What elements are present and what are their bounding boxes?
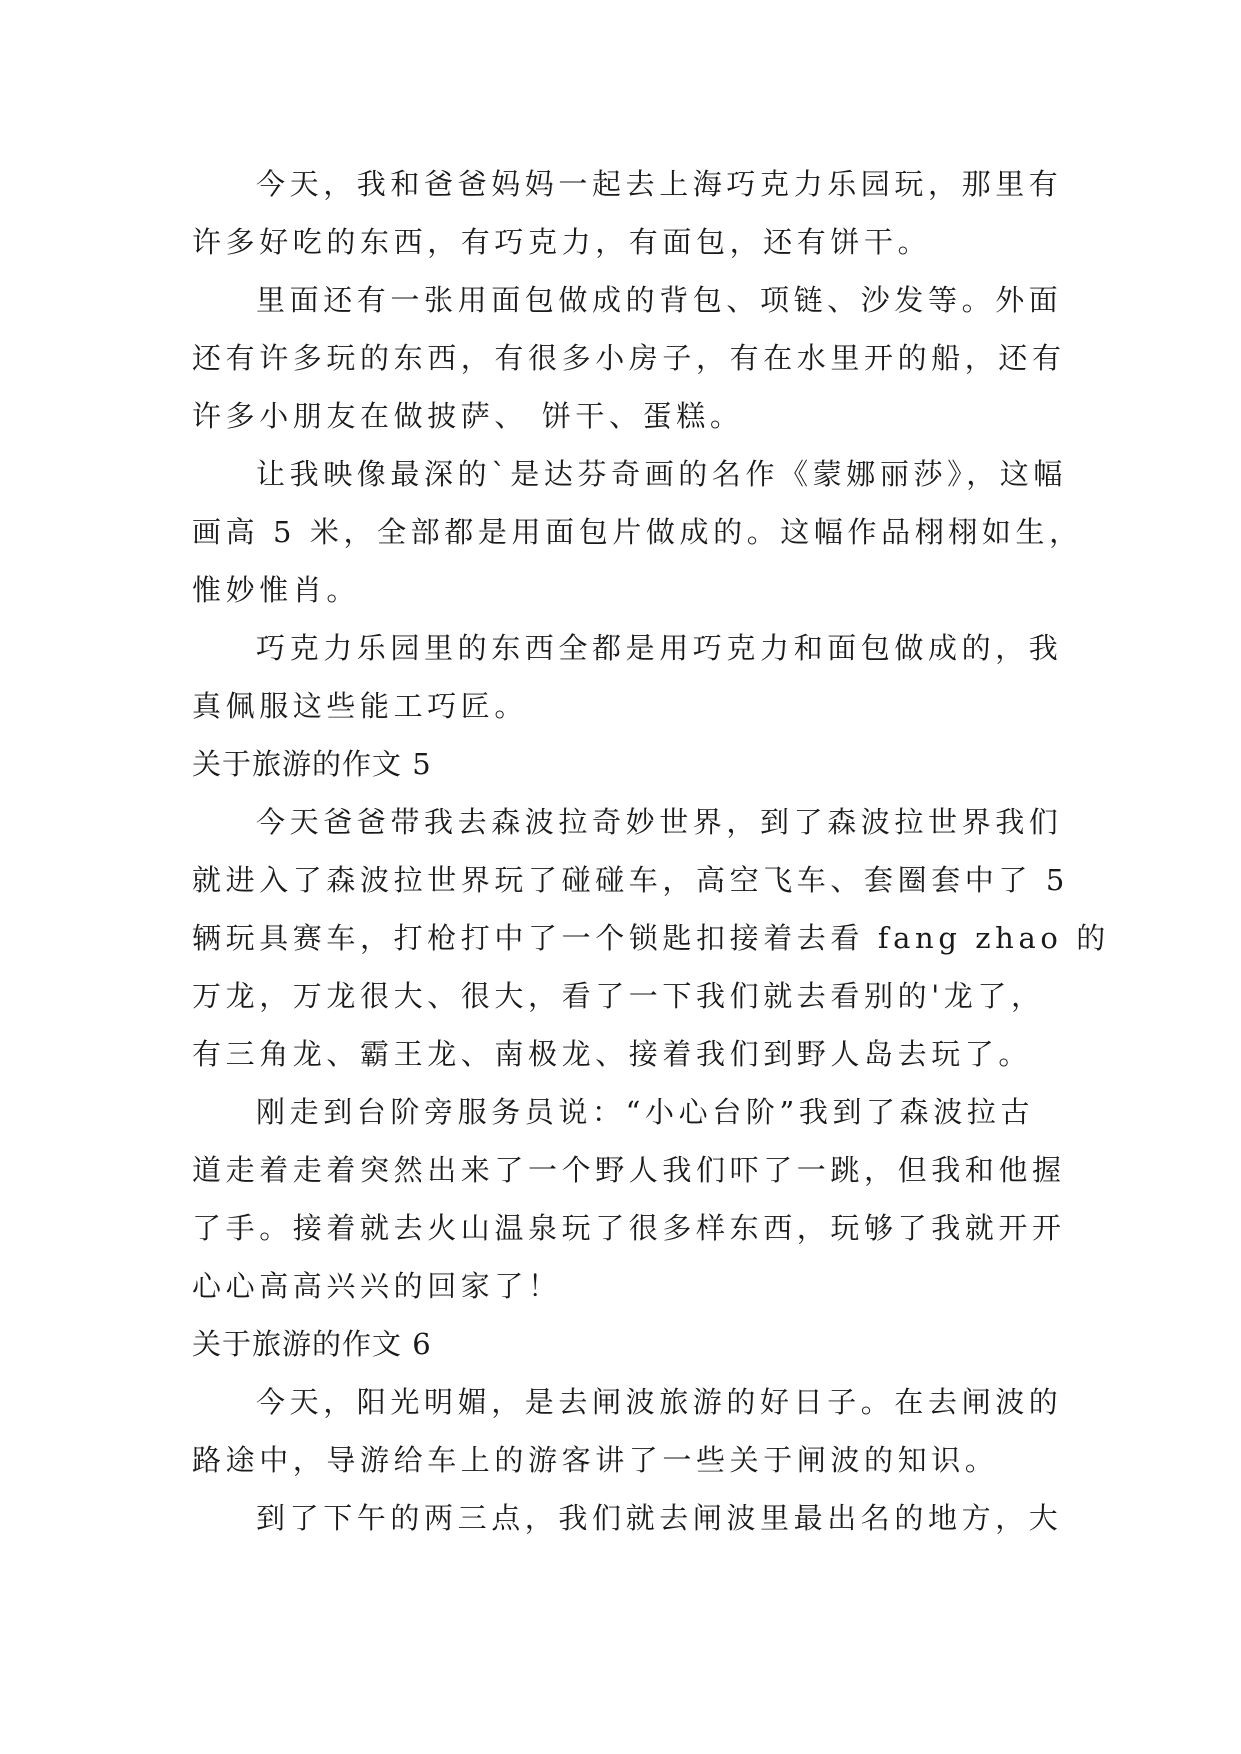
paragraph-line: 真佩服这些能工巧匠。 [192,689,529,723]
paragraph-line: 就进入了森波拉世界玩了碰碰车，高空飞车、套圈套中了 5 [192,863,1069,897]
paragraph-line: 今天爸爸带我去森波拉奇妙世界，到了森波拉世界我们 [256,805,1063,839]
paragraph-line: 巧克力乐园里的东西全都是用巧克力和面包做成的，我 [256,631,1063,665]
paragraph-line: 让我映像最深的`是达芬奇画的名作《蒙娜丽莎》，这幅 [256,457,1068,491]
paragraph-line: 今天，阳光明媚，是去闸波旅游的好日子。在去闸波的 [256,1385,1063,1419]
paragraph-line: 有三角龙、霸王龙、南极龙、接着我们到野人岛去玩了。 [192,1037,1033,1071]
paragraph-line: 辆玩具赛车，打枪打中了一个锁匙扣接着去看 fang zhao 的 [192,921,1110,955]
section-heading: 关于旅游的作文 5 [192,747,432,781]
paragraph-line: 许多好吃的东西，有巧克力，有面包，还有饼干。 [192,225,932,259]
paragraph-line: 路途中，导游给车上的游客讲了一些关于闸波的知识。 [192,1443,999,1477]
paragraph-line: 心心高高兴兴的回家了！ [192,1269,562,1303]
paragraph-line: 惟妙惟肖。 [192,573,361,607]
paragraph-line: 今天，我和爸爸妈妈一起去上海巧克力乐园玩，那里有 [256,167,1063,201]
paragraph-line: 了手。接着就去火山温泉玩了很多样东西，玩够了我就开开 [192,1211,1066,1245]
section-heading: 关于旅游的作文 6 [192,1327,432,1361]
paragraph-line: 许多小朋友在做披萨、 饼干、蛋糕。 [192,399,744,433]
paragraph-line: 刚走到台阶旁服务员说：“小心台阶”我到了森波拉古 [256,1095,1035,1129]
paragraph-line: 到了下午的两三点，我们就去闸波里最出名的地方，大 [256,1501,1063,1535]
paragraph-line: 万龙，万龙很大、很大，看了一下我们就去看别的'龙了， [192,979,1045,1013]
paragraph-line: 画高 5 米，全部都是用面包片做成的。这幅作品栩栩如生， [192,515,1083,549]
paragraph-line: 里面还有一张用面包做成的背包、项链、沙发等。外面 [256,283,1063,317]
paragraph-line: 道走着走着突然出来了一个野人我们吓了一跳，但我和他握 [192,1153,1066,1187]
paragraph-line: 还有许多玩的东西，有很多小房子，有在水里开的船，还有 [192,341,1066,375]
